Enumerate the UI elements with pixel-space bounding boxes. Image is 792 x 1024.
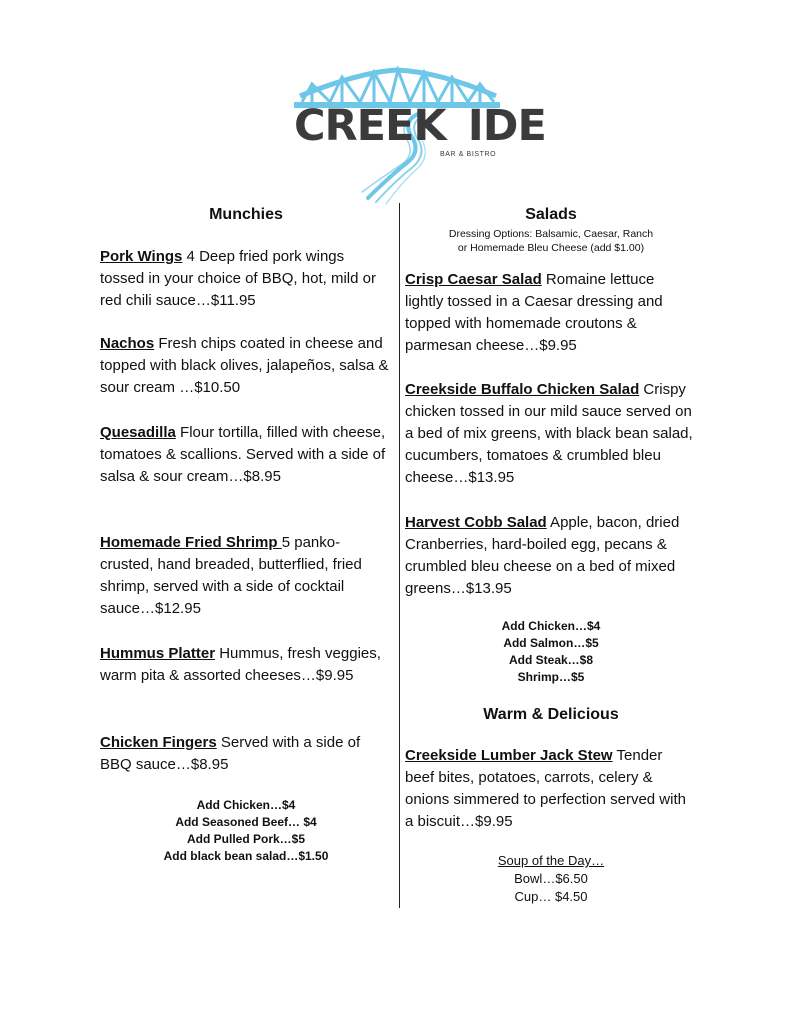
addon-item: Add Pulled Pork…$5	[186, 832, 306, 846]
soup-of-the-day	[405, 852, 697, 906]
addon-item: Shrimp…$5	[517, 670, 585, 684]
soup-title: Soup of the Day…	[497, 853, 605, 868]
item-description: Hummus, fresh veggies, warm pita & assorted cheeses…$9.95	[100, 645, 381, 684]
item-description: Crispy chicken tossed in our mild sauce served on a bed of mix greens, with black bean salad, cucumbers, tomatoes & crumbled bleu cheese…$13.95	[405, 381, 693, 486]
item-name: Nachos	[100, 335, 155, 352]
dressing-options-note	[405, 227, 697, 255]
item-name: Creekside Lumber Jack Stew	[405, 747, 613, 764]
creekside-logo	[290, 58, 546, 208]
section-title-munchies: Munchies	[209, 206, 283, 223]
item-description: 5 panko-crusted, hand breaded, butterflied, fried shrimp, served with a side of cocktail sauce…$12.95	[100, 534, 362, 617]
dressing-options-line2: or Homemade Bleu Cheese (add $1.00)	[457, 242, 645, 254]
soup-cup-price: Cup… $4.50	[514, 889, 588, 904]
addon-item: Add Chicken…$4	[501, 619, 601, 633]
addon-item: Add Seasoned Beef… $4	[175, 815, 317, 829]
menu-item-crisp-caesar-salad	[405, 269, 695, 357]
menu-item-fried-shrimp	[100, 532, 382, 620]
item-name: Creekside Buffalo Chicken Salad	[405, 381, 640, 398]
section-title-warm-delicious: Warm & Delicious	[483, 706, 619, 723]
addon-item: Add Chicken…$4	[196, 798, 296, 812]
item-description: Flour tortilla, filled with cheese, tomatoes & scallions. Served with a side of salsa & sour cream…$8.95	[100, 424, 386, 485]
item-name: Crisp Caesar Salad	[405, 271, 542, 288]
menu-item-nachos	[100, 333, 392, 399]
item-name: Pork Wings	[100, 248, 183, 265]
salads-addons	[405, 618, 697, 686]
dressing-options-line1: Dressing Options: Balsamic, Caesar, Ranch	[448, 228, 654, 240]
item-name: Chicken Fingers	[100, 734, 217, 751]
menu-item-harvest-cobb-salad	[405, 512, 687, 600]
menu-item-quesadilla	[100, 422, 392, 488]
item-name: Quesadilla	[100, 424, 176, 441]
addon-item: Add Steak…$8	[508, 653, 594, 667]
menu-item-hummus-platter	[100, 643, 382, 687]
item-description: Fresh chips coated in cheese and topped with black olives, jalapeños, salsa & sour cream …$10.50	[100, 335, 389, 396]
item-name: Homemade Fried Shrimp	[100, 534, 282, 551]
soup-bowl-price: Bowl…$6.50	[514, 871, 588, 886]
column-divider	[399, 203, 400, 908]
item-name: Harvest Cobb Salad	[405, 514, 547, 531]
menu-item-pork-wings	[100, 246, 392, 312]
logo-wordmark: CREEK IDE	[294, 101, 546, 151]
addon-item: Add black bean salad…$1.50	[163, 849, 329, 863]
addon-item: Add Salmon…$5	[503, 636, 599, 650]
menu-item-lumber-jack-stew	[405, 745, 695, 833]
section-title-salads: Salads	[525, 206, 577, 223]
item-name: Hummus Platter	[100, 645, 216, 662]
menu-item-buffalo-chicken-salad	[405, 379, 701, 489]
munchies-addons	[100, 797, 392, 865]
item-description: Served with a side of BBQ sauce…$8.95	[100, 734, 361, 773]
item-description: Apple, bacon, dried Cranberries, hard-boiled egg, pecans & crumbled bleu cheese on a bed of mixed greens…$13.95	[405, 514, 680, 597]
item-description: Tender beef bites, potatoes, carrots, celery & onions simmered to perfection served with a biscuit…$9.95	[405, 747, 686, 830]
logo-subtitle: BAR & BISTRO	[440, 151, 497, 158]
menu-item-chicken-fingers	[100, 732, 392, 776]
item-description: 4 Deep fried pork wings tossed in your choice of BBQ, hot, mild or red chili sauce…$11.95	[100, 248, 376, 309]
item-description: Romaine lettuce lightly tossed in a Caesar dressing and topped with homemade croutons & parmesan cheese…$9.95	[405, 271, 663, 354]
